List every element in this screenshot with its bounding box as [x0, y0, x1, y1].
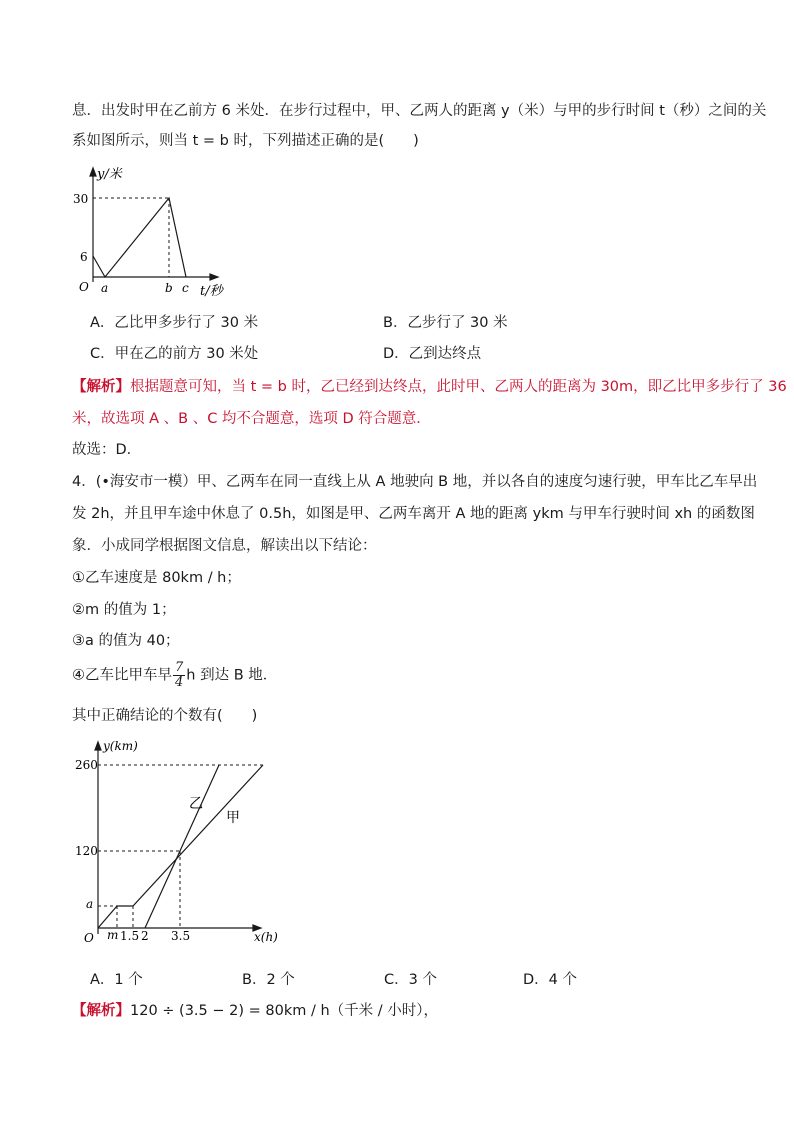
q3-x-arrow: [210, 274, 218, 280]
q3-analysis-text-1: 根据题意可知，当 t = b 时，乙已经到达终点，此时甲、乙两人的距离为 30m，即乙比甲多步行了 36: [130, 379, 787, 395]
q4-conclusion-4: [72, 661, 277, 690]
q3-x-label: t/秒: [200, 284, 223, 299]
q4-fraction-denominator: 4: [175, 675, 184, 690]
q4-analysis-tag: 【解析】: [72, 1003, 130, 1019]
q4-xtick-35: 3.5: [171, 929, 191, 943]
q4-origin: O: [84, 931, 94, 945]
q4-stem-line-1: 4．(•海安市一模）甲、乙两车在同一直线上从 A 地驶向 B 地，并以各自的速度匀速行驶，甲车比乙车早出: [72, 474, 758, 490]
q3-y-arrow: [90, 168, 96, 176]
q4-y-arrow: [95, 742, 101, 750]
q3-ytick-6: 6: [80, 250, 88, 264]
q4-xtick-15: 1.5: [120, 929, 140, 943]
q3-analysis-tag: 【解析】: [72, 379, 130, 395]
q4-fraction: [173, 661, 185, 690]
q4-line-jia: [98, 765, 263, 928]
q4-x-label: x(h): [254, 930, 278, 944]
q3-graph: [70, 162, 240, 302]
q4-xtick-2: 2: [141, 929, 149, 943]
q3-option-a[interactable]: A．乙比甲多步行了 30 米: [90, 315, 259, 331]
q4-analysis-text-1: 120 ÷ (3.5 − 2) = 80km / h（千米 / 小时），: [130, 1003, 438, 1019]
q3-xtick-a: a: [101, 281, 109, 295]
q3-stem-line-2: 系如图所示，则当 t = b 时，下列描述正确的是( ): [72, 133, 419, 149]
q4-label-jia: 甲: [226, 810, 240, 826]
q4-option-d[interactable]: D．4 个: [523, 972, 577, 988]
q3-option-b[interactable]: B．乙步行了 30 米: [383, 315, 508, 331]
q3-analysis-line-2: 米，故选项 A 、B 、C 均不合题意，选项 D 符合题意．: [72, 411, 431, 427]
q4-option-b[interactable]: B．2 个: [242, 972, 295, 988]
q4-ytick-a: a: [86, 897, 94, 911]
q4-option-a[interactable]: A．1 个: [90, 972, 143, 988]
q4-y-label: y(km): [103, 739, 138, 753]
q4-option-c[interactable]: C．3 个: [384, 972, 437, 988]
q4-analysis-line-1: [72, 1001, 438, 1021]
q4-fraction-numerator: 7: [175, 660, 184, 675]
q3-analysis-line-1: [72, 377, 787, 397]
q4-xtick-m: m: [107, 928, 119, 942]
q3-option-d[interactable]: D．乙到达终点: [383, 346, 482, 362]
q3-xtick-b: b: [165, 281, 173, 295]
q4-conclusion-3: ③a 的值为 40；: [72, 633, 180, 649]
q4-conclusion-4-pre: ④乙车比甲车早: [72, 667, 172, 684]
q4-label-yi: 乙: [189, 796, 203, 812]
q4-ytick-260: 260: [75, 758, 98, 772]
q3-ytick-30: 30: [73, 192, 89, 206]
q4-conclusion-1: ①乙车速度是 80km / h；: [72, 570, 241, 586]
q3-distance-line: [93, 198, 186, 277]
q4-conclusion-2: ②m 的值为 1；: [72, 602, 176, 618]
q3-answer: 故选：D．: [72, 442, 142, 458]
q4-graph: [75, 734, 288, 954]
q4-ytick-120: 120: [75, 844, 98, 858]
q3-xtick-c: c: [182, 281, 189, 295]
q3-origin: O: [79, 280, 89, 294]
q4-conclusion-4-post: h 到达 B 地．: [186, 667, 278, 684]
q4-prompt: 其中正确结论的个数有( ): [72, 708, 258, 724]
q4-stem-line-3: 象．小成同学根据图文信息，解读出以下结论：: [72, 538, 377, 554]
q3-option-c[interactable]: C．甲在乙的前方 30 米处: [90, 346, 259, 362]
q3-y-label: y/米: [97, 167, 122, 182]
q3-stem-line-1: 息．出发时甲在乙前方 6 米处．在步行过程中，甲、乙两人的距离 y（米）与甲的步行时间 t（秒）之间的关: [72, 103, 767, 119]
q4-line-yi: [145, 765, 219, 928]
q4-stem-line-2: 发 2h，并且甲车途中休息了 0.5h，如图是甲、乙两车离开 A 地的距离 ykm 与甲车行驶时间 xh 的函数图: [72, 506, 755, 522]
